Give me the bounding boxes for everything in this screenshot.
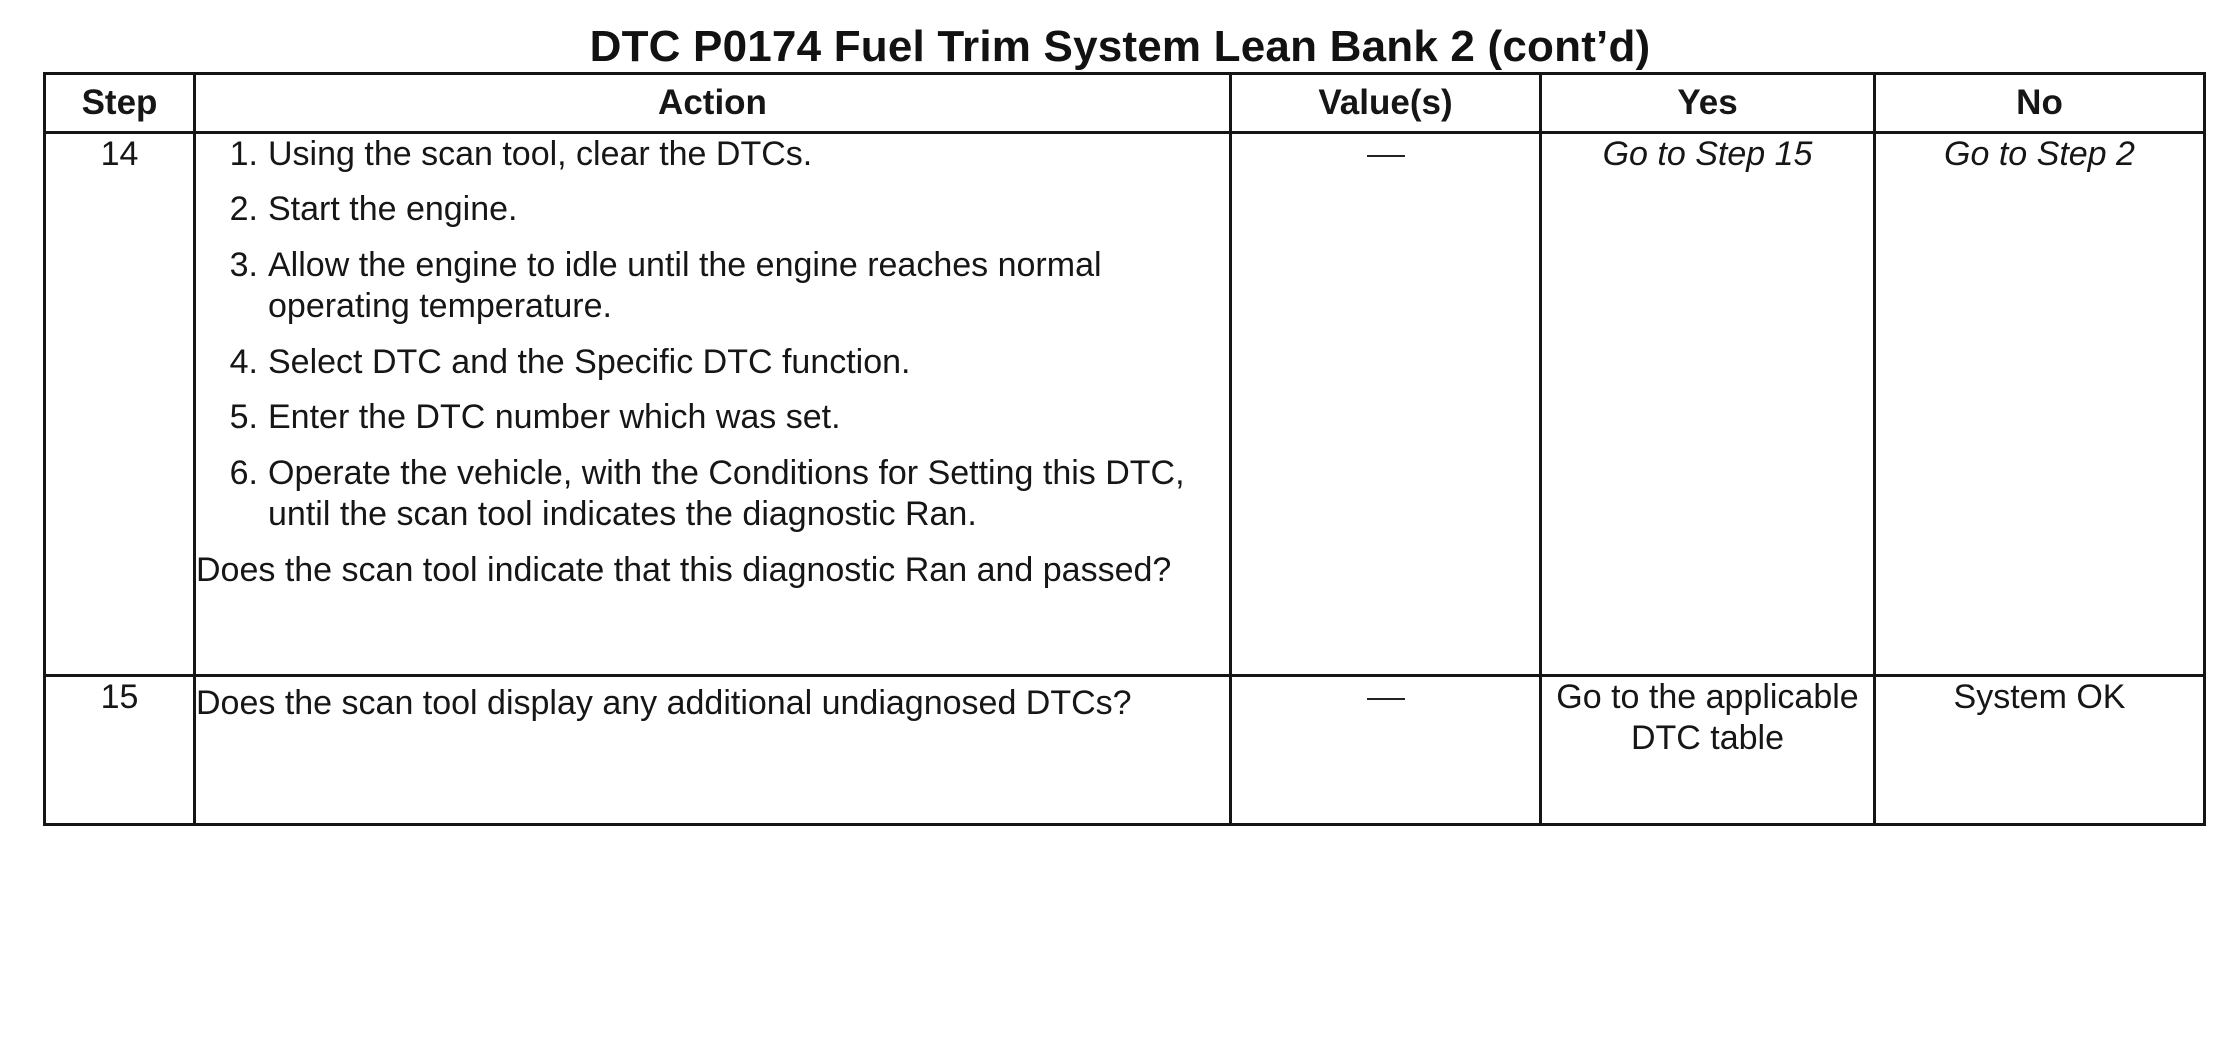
header-values: Value(s) bbox=[1231, 74, 1541, 133]
substep-number: 6. bbox=[229, 453, 258, 492]
substep-text: Select DTC and the Specific DTC function. bbox=[268, 342, 911, 381]
no-result: Go to Step 2 bbox=[1875, 133, 2205, 676]
header-yes: Yes bbox=[1541, 74, 1875, 133]
value-dash bbox=[1367, 155, 1405, 157]
value-cell bbox=[1231, 133, 1541, 676]
step-question: Does the scan tool indicate that this diagnostic Ran and passed? bbox=[196, 550, 1172, 589]
substep-number: 5. bbox=[229, 398, 258, 437]
substep-number: 2. bbox=[229, 190, 258, 229]
yes-result: Go to the applicable DTC table bbox=[1541, 676, 1875, 825]
value-dash bbox=[1367, 698, 1405, 700]
no-result: System OK bbox=[1875, 676, 2205, 825]
list-item bbox=[196, 397, 1229, 438]
table-row bbox=[45, 133, 2205, 676]
header-step: Step bbox=[45, 74, 195, 133]
substep-text: Enter the DTC number which was set. bbox=[268, 398, 841, 437]
action-cell bbox=[195, 676, 1231, 825]
substep-number: 3. bbox=[229, 245, 258, 284]
substep-number: 1. bbox=[229, 135, 258, 173]
value-cell bbox=[1231, 676, 1541, 825]
step-number: 15 bbox=[45, 676, 195, 825]
diagnostic-table bbox=[43, 72, 2206, 826]
list-item bbox=[196, 134, 1229, 175]
action-substeps bbox=[196, 134, 1229, 536]
list-item bbox=[196, 245, 1229, 328]
substep-text: Start the engine. bbox=[268, 190, 518, 229]
list-item bbox=[196, 189, 1229, 230]
table-header-row bbox=[45, 74, 2205, 133]
yes-result: Go to Step 15 bbox=[1541, 133, 1875, 676]
page-title: DTC P0174 Fuel Trim System Lean Bank 2 (cont’d) bbox=[589, 22, 1651, 71]
list-item bbox=[196, 453, 1229, 536]
list-item bbox=[196, 342, 1229, 383]
header-no: No bbox=[1875, 74, 2205, 133]
substep-number: 4. bbox=[229, 342, 258, 381]
substep-text: Allow the engine to idle until the engine reaches normal operating temperature. bbox=[268, 245, 1102, 326]
action-cell bbox=[195, 133, 1231, 676]
table-row bbox=[45, 676, 2205, 825]
substep-text: Using the scan tool, clear the DTCs. bbox=[268, 135, 813, 173]
header-action: Action bbox=[195, 74, 1231, 133]
step-number: 14 bbox=[45, 133, 195, 676]
step-question: Does the scan tool display any additional undiagnosed DTCs? bbox=[196, 684, 1132, 722]
substep-text: Operate the vehicle, with the Conditions for Setting this DTC, until the scan tool indicates the diagnostic Ran. bbox=[268, 453, 1185, 534]
